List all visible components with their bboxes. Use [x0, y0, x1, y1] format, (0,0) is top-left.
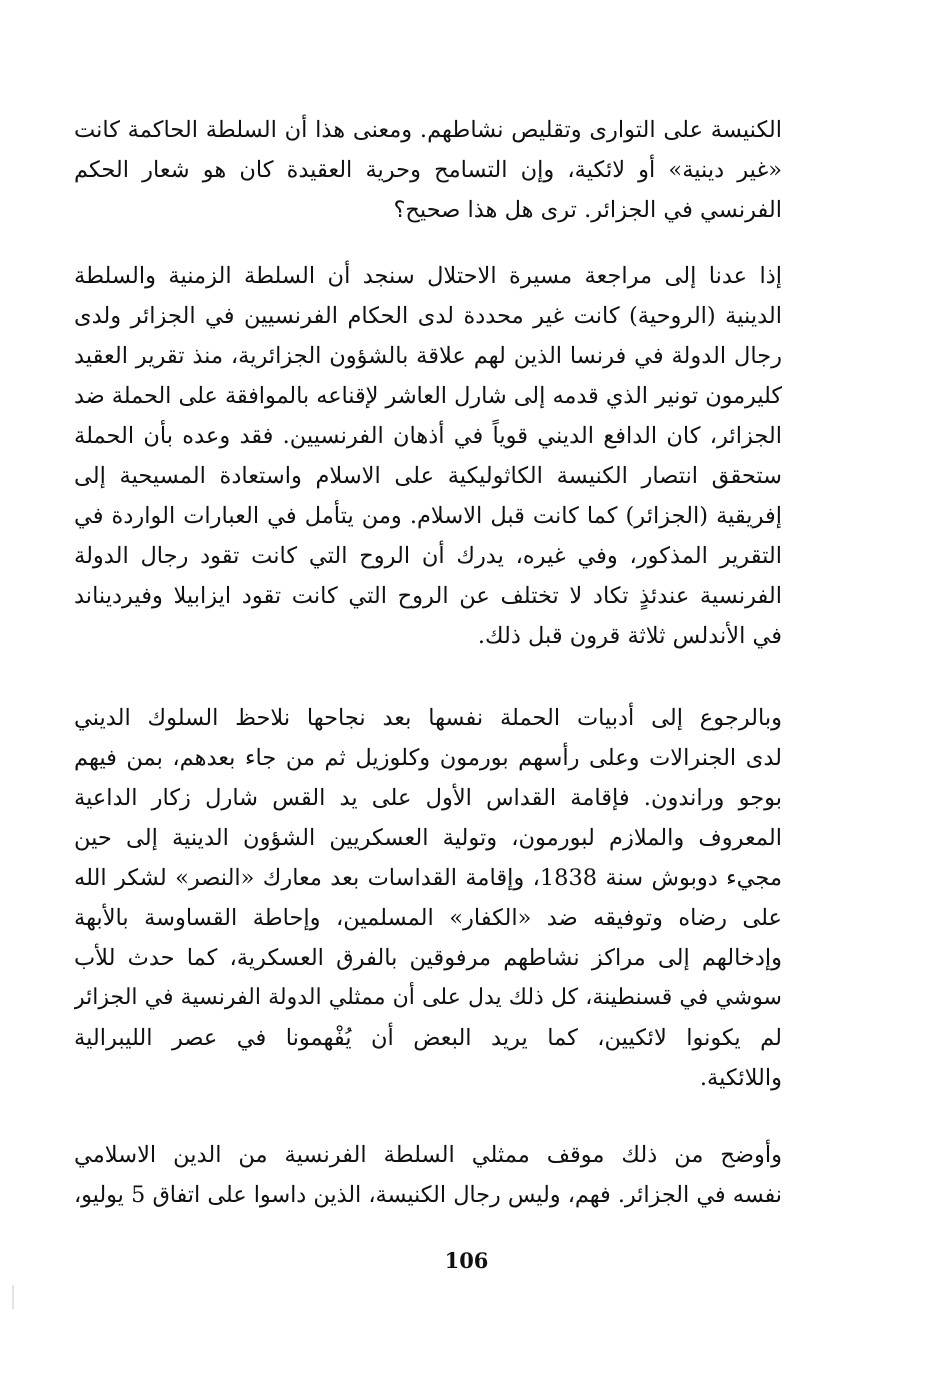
text-line: الدينية (الروحية) كانت غير محددة لدى الحكام الفرنسيين في الجزائر ولدى	[74, 303, 782, 329]
text-line: وأوضح من ذلك موقف ممثلي السلطة الفرنسية من الدين الاسلامي	[74, 1142, 782, 1168]
text-line: واللائكية.	[699, 1065, 782, 1091]
text-line: بوجو وراندون. فإقامة القداس الأول على يد القس شارل زكار الداعية	[74, 785, 782, 811]
text-line: ستحقق انتصار الكنيسة الكاثوليكية على الاسلام واستعادة المسيحية إلى	[74, 463, 782, 489]
text-line: وإدخالهم إلى مراكز نشاطهم مرفوقين بالفرق العسكرية، كما حدث للأب	[74, 945, 782, 971]
page-number: 106	[444, 1248, 489, 1273]
text-line: رجال الدولة في فرنسا الذين لهم علاقة بالشؤون الجزائرية، منذ تقرير العقيد	[74, 343, 782, 369]
scan-edge-mark	[12, 1285, 14, 1309]
text-line: كليرمون تونير الذي قدمه إلى شارل العاشر لإقناعه بالموافقة على الحملة ضد	[74, 383, 782, 409]
text-line: نفسه في الجزائر. فهم، وليس رجال الكنيسة، الذين داسوا على اتفاق 5 يوليو،	[74, 1182, 782, 1208]
paragraph-2	[74, 256, 782, 656]
text-line: الكنيسة على التوارى وتقليص نشاطهم. ومعنى هذا أن السلطة الحاكمة كانت	[74, 117, 782, 143]
text-line: التقرير المذكور، وفي غيره، يدرك أن الروح التي كانت تقود رجال الدولة	[74, 543, 782, 569]
text-line: الجزائر، كان الدافع الديني قوياً في أذهان الفرنسيين. فقد وعده بأن الحملة	[74, 423, 782, 449]
paragraph-1	[74, 110, 782, 230]
paragraph-4	[74, 1135, 782, 1215]
text-line: وبالرجوع إلى أدبيات الحملة نفسها بعد نجاحها نلاحظ السلوك الديني	[74, 705, 782, 731]
text-line: لدى الجنرالات وعلى رأسهم بورمون وكلوزيل ثم من جاء بعدهم، بمن فيهم	[74, 745, 782, 771]
text-line: مجيء دوبوش سنة 1838، وإقامة القداسات بعد معارك «النصر» لشكر الله	[74, 865, 782, 891]
text-line: إذا عدنا إلى مراجعة مسيرة الاحتلال سنجد أن السلطة الزمنية والسلطة	[74, 263, 782, 289]
text-line: المعروف والملازم لبورمون، وتولية العسكريين الشؤون الدينية إلى حين	[74, 825, 782, 851]
text-line: لم يكونوا لائكيين، كما يريد البعض أن يُفْهمونا في عصر الليبرالية	[74, 1025, 782, 1051]
text-line: سوشي في قسنطينة، كل ذلك يدل على أن ممثلي الدولة الفرنسية في الجزائر	[74, 985, 782, 1010]
text-line: الفرنسي في الجزائر. ترى هل هذا صحيح؟	[393, 197, 782, 223]
text-line: على رضاه وتوفيقه ضد «الكفار» المسلمين، وإحاطة القساوسة بالأبهة	[74, 905, 782, 931]
text-line: إفريقية (الجزائر) كما كانت قبل الاسلام. ومن يتأمل في العبارات الواردة في	[74, 503, 782, 529]
text-line: في الأندلس ثلاثة قرون قبل ذلك.	[477, 623, 782, 649]
text-line: الفرنسية عندئذٍ تكاد لا تختلف عن الروح التي كانت تقود ايزابيلا وفيرديناند	[74, 583, 782, 609]
text-line: «غير دينية» أو لائكية، وإن التسامح وحرية العقيدة كان هو شعار الحكم	[74, 157, 782, 183]
paragraph-3	[74, 698, 782, 1098]
